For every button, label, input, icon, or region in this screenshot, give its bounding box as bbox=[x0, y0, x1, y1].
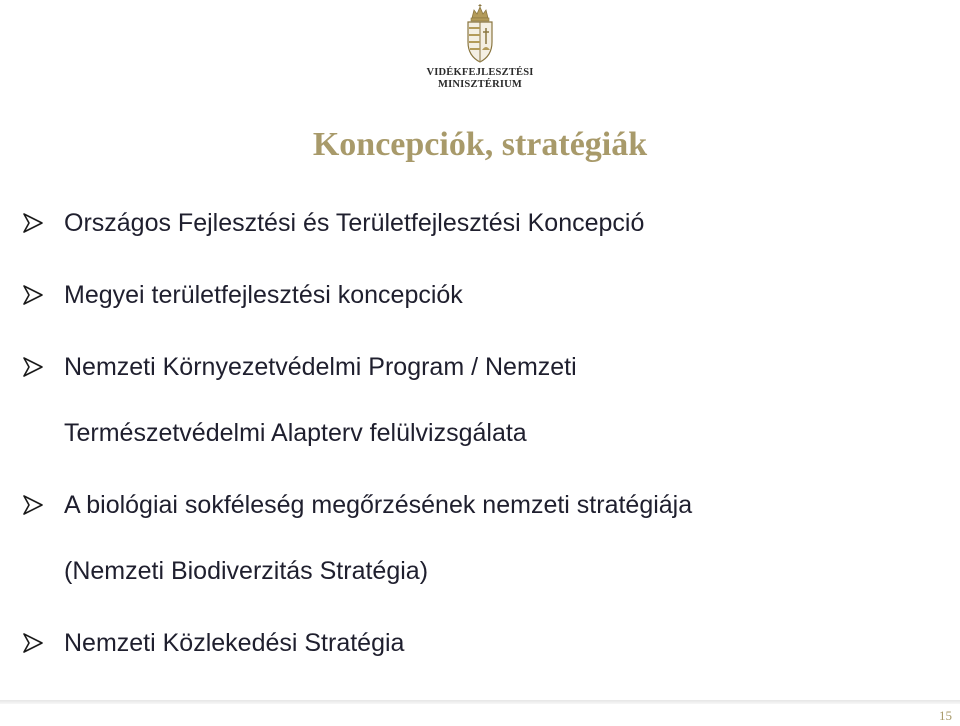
bullet-list bbox=[22, 206, 932, 698]
arrow-bullet-icon bbox=[22, 632, 44, 654]
ministry-logo bbox=[410, 4, 550, 96]
page-number: 15 bbox=[939, 708, 952, 723]
bullet-text: Nemzeti Közlekedési Stratégia bbox=[64, 629, 405, 657]
footer-divider bbox=[0, 700, 960, 704]
bullet-text-line-2: Természetvédelmi Alapterv felülvizsgálata bbox=[64, 419, 527, 447]
bullet-item bbox=[22, 626, 932, 660]
bullet-item bbox=[22, 278, 932, 312]
bullet-item bbox=[22, 488, 932, 588]
coat-of-arms-icon bbox=[462, 4, 498, 64]
bullet-item bbox=[22, 206, 932, 240]
bullet-item bbox=[22, 350, 932, 450]
bullet-text-line-2: (Nemzeti Biodiverzitás Stratégia) bbox=[64, 557, 429, 585]
ministry-name-line-2: MINISZTÉRIUM bbox=[437, 79, 523, 90]
arrow-bullet-icon bbox=[22, 284, 44, 306]
arrow-bullet-icon bbox=[22, 356, 44, 378]
bullet-text-line-1: A biológiai sokféleség megőrzésének nemzeti stratégiája bbox=[64, 491, 693, 519]
ministry-name bbox=[410, 67, 550, 91]
bullet-text: Megyei területfejlesztési koncepciók bbox=[64, 281, 463, 309]
arrow-bullet-icon bbox=[22, 212, 44, 234]
ministry-name-line-1: VIDÉKFEJLESZTÉSI bbox=[426, 67, 534, 78]
slide-title: Koncepciók, stratégiák bbox=[312, 126, 648, 163]
bullet-text: Országos Fejlesztési és Területfejlesztési Koncepció bbox=[64, 209, 645, 237]
bullet-text-line-1: Nemzeti Környezetvédelmi Program / Nemzeti bbox=[64, 353, 577, 381]
arrow-bullet-icon bbox=[22, 494, 44, 516]
